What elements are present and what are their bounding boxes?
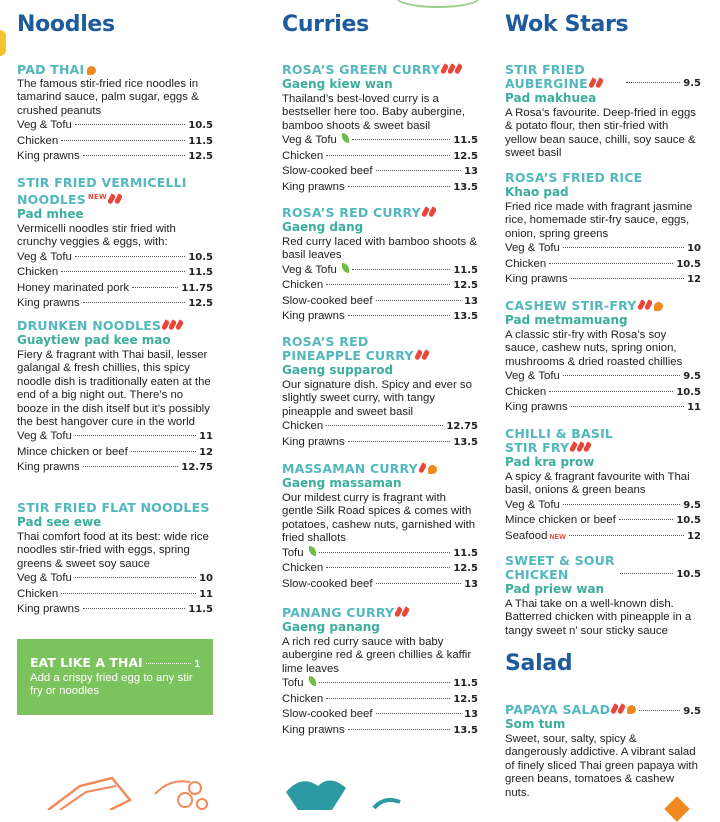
price-row: Chicken 11.5	[17, 134, 213, 147]
dish-thai-name: Pad metmamuang	[505, 313, 628, 327]
dish-name: ROSA’S FRIED RICE	[505, 170, 643, 185]
price-row: 10.5	[617, 567, 701, 583]
dish-name: PAPAYA SALAD	[505, 702, 611, 717]
dish-name: DRUNKEN NOODLES	[17, 318, 162, 333]
dish-name: PAD THAI	[17, 62, 85, 77]
price-row: 9.5	[623, 76, 701, 92]
price-row: Chicken 10.5	[505, 385, 701, 398]
dish-description: A Rosa’s favourite. Deep-fried in eggs & potato flour, then stir-fried with yellow bean sauce, chilli, soy sauce & sweet basil	[505, 107, 697, 160]
price-row: King prawns 12.75	[17, 461, 213, 474]
price-row: Veg & Tofu 11.5	[282, 134, 478, 147]
price-row: King prawns 13.5	[282, 180, 478, 193]
corner-shape-icon	[664, 796, 689, 821]
price-row: King prawns 13.5	[282, 723, 478, 736]
price-row: Chicken 10.5	[505, 257, 701, 270]
dish-thai-name: Pad mhee	[17, 207, 84, 221]
vegan-leaf-icon	[309, 546, 316, 556]
noodles-illustration-icon	[20, 770, 210, 810]
dish-chilli-basil-stir-fry	[505, 427, 701, 544]
price-row: Mince chicken or beef 10.5	[505, 514, 701, 527]
dish-description: A classic stir-fry with Rosa’s soy sauce, cashew nuts, spring onion, mushrooms & dried roasted chillies	[505, 329, 683, 368]
price-row: Veg & Tofu 11.5	[282, 263, 478, 276]
dish-stir-fried-aubergine	[505, 63, 701, 161]
dish-description: A spicy & fragrant favourite with Thai basil, onions & green beans	[505, 471, 690, 497]
section-title-noodles: Noodles	[17, 12, 115, 37]
dish-thai-name: Gaeng dang	[282, 220, 364, 234]
dish-description: Red curry laced with bamboo shoots & basil leaves	[282, 236, 478, 262]
corner-decoration-icon	[0, 30, 6, 56]
dish-thai-name: Som tum	[505, 717, 566, 731]
chilli-icon	[583, 441, 592, 452]
herb-illustration-icon	[284, 772, 414, 810]
dish-cashew-stir-fry	[505, 299, 701, 416]
price-row: Slow-cooked beef 13	[282, 708, 478, 721]
price-row: Chicken 12.5	[282, 279, 478, 292]
dish-name: CHILLI & BASIL STIR FRY	[505, 426, 614, 455]
section-title-wok-stars: Wok Stars	[505, 12, 629, 37]
price-row: Seafood NEW 12	[505, 529, 701, 545]
nut-icon	[428, 465, 437, 474]
promo-description: Add a crispy fried egg to any stir fry or noodles	[30, 672, 193, 698]
nut-icon	[87, 66, 96, 75]
dish-thai-name: Khao pad	[505, 185, 569, 199]
dish-thai-name: Gaeng massaman	[282, 476, 402, 490]
new-badge: NEW	[549, 533, 566, 541]
dish-thai-name: Pad kra prow	[505, 455, 595, 469]
dish-name: STIR FRIED AUBERGINE	[505, 62, 588, 91]
dish-description: Our mildest curry is fragrant with gentle Silk Road spices & comes with potatoes, cashew nuts, garnished with fried shallots	[282, 492, 476, 545]
dish-description: A rich red curry sauce with baby aubergine red & green chillies & kaffir lime leaves	[282, 636, 472, 675]
price-row: Mince chicken or beef 12	[17, 445, 213, 458]
dish-green-curry	[282, 63, 478, 195]
chilli-icon	[617, 703, 626, 714]
dish-name: PANANG CURRY	[282, 605, 395, 620]
dish-name: MASSAMAN CURRY	[282, 461, 418, 476]
dish-fried-rice	[505, 171, 701, 288]
price-row: King prawns 11.5	[17, 603, 213, 616]
dish-name: SWEET & SOUR CHICKEN	[505, 553, 615, 582]
section-title-curries: Curries	[282, 12, 369, 37]
section-title-salad: Salad	[505, 651, 573, 676]
price-row: Chicken 12.75	[282, 420, 478, 433]
dish-panang-curry	[282, 606, 478, 738]
price-row: King prawns 13.5	[282, 435, 478, 448]
dish-description: The famous stir-fried rice noodles in tamarind sauce, palm sugar, eggs & crushed peanuts	[17, 78, 199, 117]
price-row: Slow-cooked beef 13	[282, 165, 478, 178]
dish-red-pineapple-curry	[282, 335, 478, 450]
price-row: Chicken 11.5	[17, 266, 213, 279]
dish-vermicelli-noodles	[17, 176, 213, 312]
dish-name: STIR FRIED FLAT NOODLES	[17, 500, 210, 515]
dish-description: Vermicelli noodles stir fried with crunchy veggies & eggs, with:	[17, 223, 176, 249]
chilli-icon	[454, 63, 463, 74]
dish-name: STIR FRIED VERMICELLI NOODLES	[17, 175, 187, 207]
dish-description: Thai comfort food at its best: wide rice noodles stir-fried with eggs, spring greens & sweet soy sauce	[17, 531, 209, 570]
dish-pad-thai	[17, 63, 213, 165]
nut-icon	[654, 302, 663, 311]
dish-thai-name: Pad priew wan	[505, 582, 605, 596]
price-row: Tofu 11.5	[282, 677, 478, 690]
new-badge: NEW	[88, 193, 107, 201]
price-row: Veg & Tofu 10	[17, 572, 213, 585]
vegan-leaf-icon	[342, 263, 349, 273]
price-row: Veg & Tofu 10.5	[17, 250, 213, 263]
dish-massaman-curry	[282, 462, 478, 592]
nut-icon	[627, 705, 636, 714]
vegan-leaf-icon	[342, 133, 349, 143]
price-row: King prawns 13.5	[282, 310, 478, 323]
dish-description: Sweet, sour, salty, spicy & dangerously addictive. A vibrant salad of finely sliced Thai green papaya with green beans, tomatoes & cashew nuts.	[505, 733, 698, 799]
price-row: King prawns 12.5	[17, 297, 213, 310]
price-row: King prawns 12.5	[17, 150, 213, 163]
price-row: Chicken 12.5	[282, 692, 478, 705]
promo-box-eat-like-a-thai	[17, 639, 213, 715]
dish-description: Fried rice made with fragrant jasmine rice, homemade stir-fry sauce, eggs, onion, spring greens	[505, 201, 693, 240]
dish-name: ROSA’S RED PINEAPPLE CURRY	[282, 334, 414, 363]
dish-drunken-noodles	[17, 319, 213, 476]
dish-description: Our signature dish. Spicy and ever so slightly sweet curry, with tangy pineapple and sweet basil	[282, 379, 472, 418]
dish-thai-name: Pad makhuea	[505, 91, 597, 105]
dish-thai-name: Guaytiew pad kee mao	[17, 333, 171, 347]
dish-thai-name: Pad see ewe	[17, 515, 102, 529]
dish-papaya-salad	[505, 703, 701, 800]
promo-title: EAT LIKE A THAI	[30, 655, 143, 670]
price-row: Slow-cooked beef 13	[282, 577, 478, 590]
price-row: Chicken 12.5	[282, 149, 478, 162]
top-decoration-icon	[396, 0, 480, 8]
dish-description: Fiery & fragrant with Thai basil, lesser galangal & fresh chillies, this spicy noodle dish is traditionally eaten at the end of a big night out. There’s no booze in the dish itself but it’s possibly the best hangover cure in the world	[17, 349, 211, 429]
price-row: Chicken 12.5	[282, 562, 478, 575]
dish-name: ROSA’S GREEN CURRY	[282, 62, 441, 77]
dish-thai-name: Gaeng supparod	[282, 363, 394, 377]
price-row: King prawns 11	[505, 401, 701, 414]
dish-name: ROSA’S RED CURRY	[282, 205, 421, 220]
price-row: Veg & Tofu 11	[17, 430, 213, 443]
price-row: Honey marinated pork 11.75	[17, 281, 213, 294]
vegan-leaf-icon	[309, 676, 316, 686]
price-row: PAPAYA SALAD 9.5	[505, 702, 701, 717]
chilli-icon	[401, 606, 410, 617]
promo-price: 1	[194, 659, 200, 670]
price-row: Veg & Tofu 10.5	[17, 119, 213, 132]
dish-thai-name: Gaeng panang	[282, 620, 380, 634]
chilli-icon	[175, 319, 184, 330]
price-row: Chicken 11	[17, 587, 213, 600]
dish-description: Thailand’s best-loved curry is a bestseller here too. Baby aubergine, bamboo shoots & sweet basil	[282, 93, 466, 132]
dish-name: CASHEW STIR-FRY	[505, 298, 637, 313]
dish-description: A Thai take on a well-known dish. Batterred chicken with pineapple in a tangy sweet n’ sour sticky sauce	[505, 598, 692, 637]
dish-red-curry	[282, 206, 478, 325]
dish-thai-name: Gaeng kiew wan	[282, 77, 393, 91]
price-row: King prawns 12	[505, 273, 701, 286]
price-row: Veg & Tofu 10	[505, 242, 701, 255]
price-row: Tofu 11.5	[282, 546, 478, 559]
price-row: Veg & Tofu 9.5	[505, 370, 701, 383]
dish-flat-noodles	[17, 501, 213, 618]
price-row: Veg & Tofu 9.5	[505, 498, 701, 511]
chilli-icon	[418, 462, 427, 473]
dish-sweet-sour-chicken	[505, 554, 701, 638]
price-row: Slow-cooked beef 13	[282, 294, 478, 307]
